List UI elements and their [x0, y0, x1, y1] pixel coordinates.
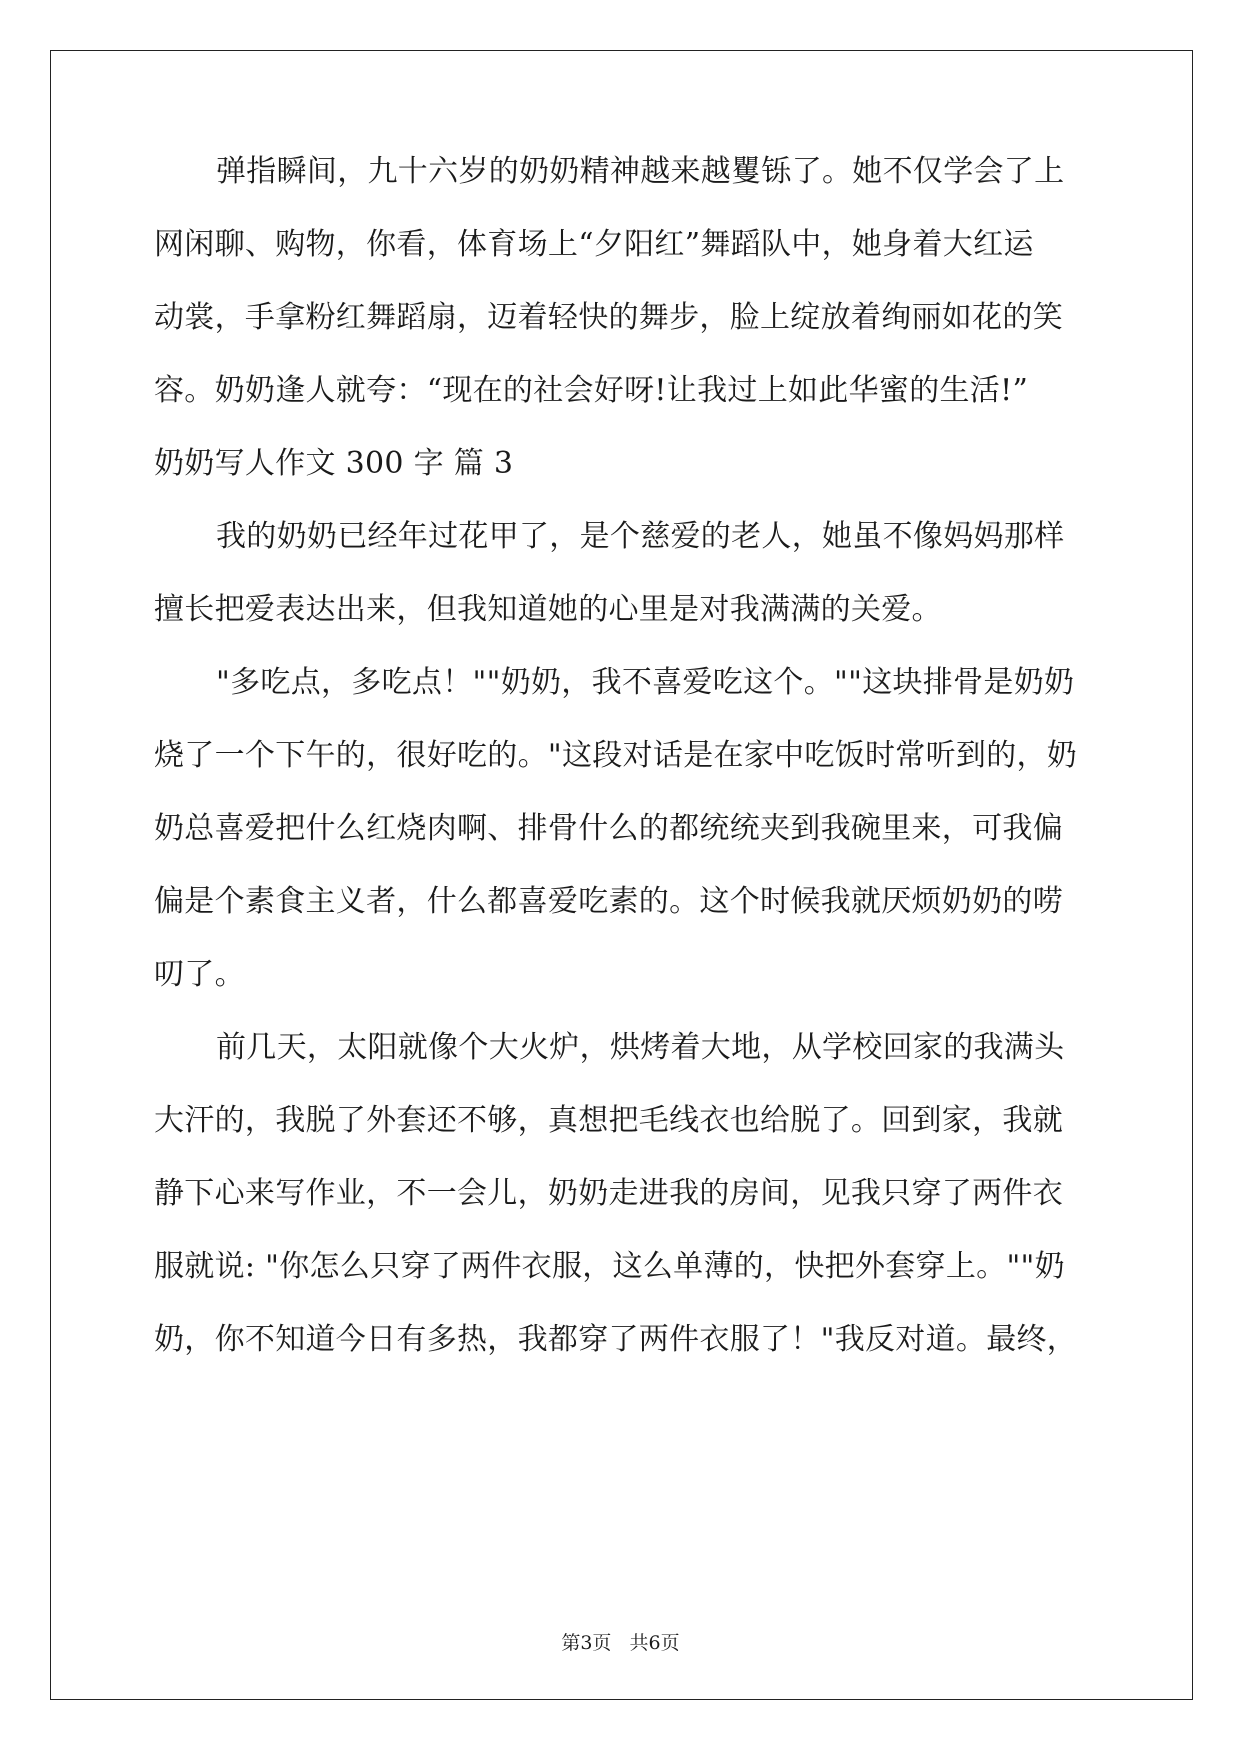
text-line: "多吃点，多吃点！""奶奶，我不喜爱吃这个。""这块排骨是奶奶: [216, 665, 1075, 700]
text-line: 叨了。: [154, 957, 245, 992]
text-line: 容。奶奶逢人就夸：“现在的社会好呀!让我过上如此华蜜的生活!”: [154, 373, 1029, 408]
text-line: 我的奶奶已经年过花甲了，是个慈爱的老人，她虽不像妈妈那样: [216, 519, 1065, 554]
text-line: 擅长把爱表达出来，但我知道她的心里是对我满满的关爱。: [154, 592, 942, 627]
page-number-footer: 第3页 共6页: [561, 1632, 680, 1654]
text-line: 网闲聊、购物，你看，体育场上“夕阳红”舞蹈队中，她身着大红运: [154, 227, 1034, 262]
text-line: 奶，你不知道今日有多热，我都穿了两件衣服了！"我反对道。最终，: [154, 1322, 1078, 1357]
text-line: 前几天，太阳就像个大火炉，烘烤着大地，从学校回家的我满头: [216, 1030, 1065, 1065]
text-line: 静下心来写作业，不一会儿，奶奶走进我的房间，见我只穿了两件衣: [154, 1176, 1063, 1211]
text-line: 弹指瞬间，九十六岁的奶奶精神越来越矍铄了。她不仅学会了上: [216, 154, 1065, 189]
text-line: 大汗的，我脱了外套还不够，真想把毛线衣也给脱了。回到家，我就: [154, 1103, 1063, 1138]
section-heading: 奶奶写人作文 300 字 篇 3: [154, 446, 514, 481]
text-line: 动裳，手拿粉红舞蹈扇，迈着轻快的舞步，脸上绽放着绚丽如花的笑: [154, 300, 1063, 335]
text-line: 烧了一个下午的，很好吃的。"这段对话是在家中吃饭时常听到的，奶: [154, 738, 1078, 773]
page-border: [50, 50, 1193, 1700]
text-line: 奶总喜爱把什么红烧肉啊、排骨什么的都统统夹到我碗里来，可我偏: [154, 811, 1063, 846]
text-line: 偏是个素食主义者，什么都喜爱吃素的。这个时候我就厌烦奶奶的唠: [154, 884, 1063, 919]
text-line: 服就说: "你怎么只穿了两件衣服，这么单薄的，快把外套穿上。""奶: [154, 1249, 1065, 1284]
